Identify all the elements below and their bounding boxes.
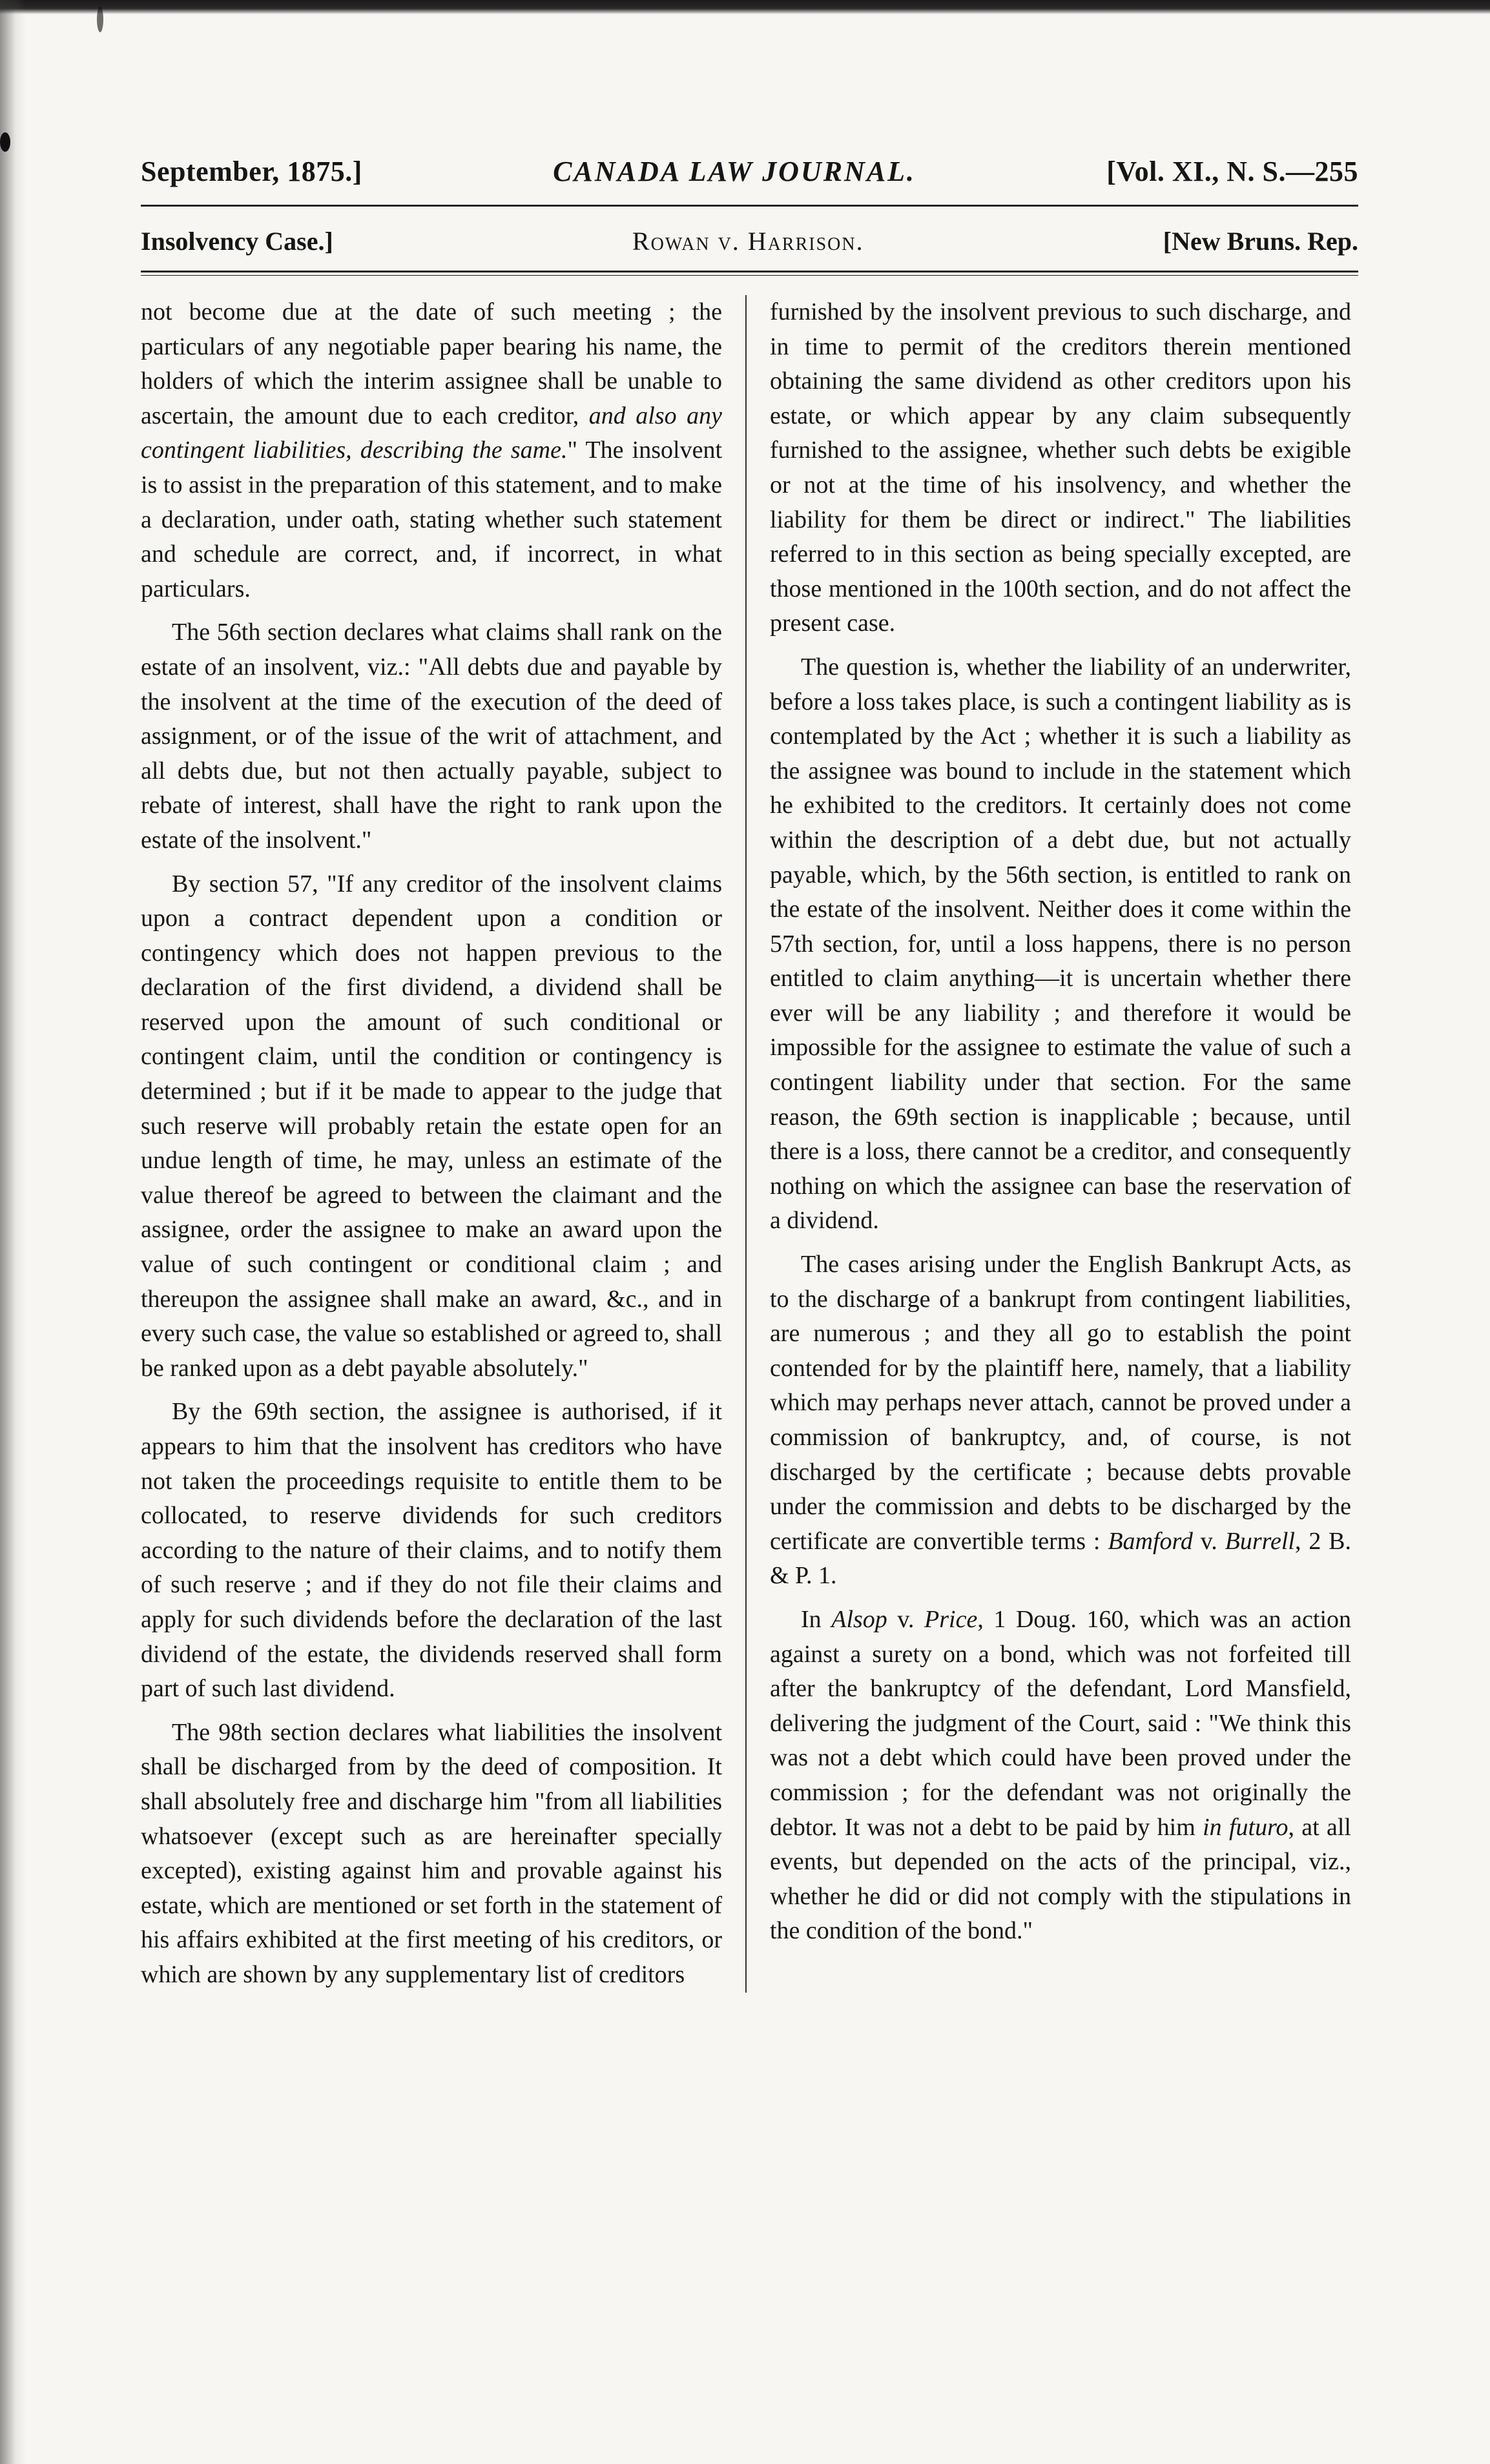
paragraph bbox=[141, 1395, 722, 1706]
italic-text: Price bbox=[924, 1605, 978, 1633]
paragraph bbox=[770, 295, 1351, 641]
paragraph bbox=[141, 295, 722, 606]
paragraph-text: The question is, whether the liability of an underwriter, before a loss takes place, is such a contingent liability as is contemplated by the Act ; whether it is such a liability as the assignee was bound to include in the statement which he exhibited to the creditors. It certainly does not come within the description of a debt due, but not actually payable, which, by the 56th section, is entitled to rank on the estate of the insolvent. Neither does it come within the 57th section, for, until a loss happens, there is no person entitled to claim anything—it is uncertain whether there ever will be any liability ; and therefore it would be impossible for the assignee to estimate the value of such a contingent liability under that section. For the same reason, the 69th section is inapplicable ; because, until there is a loss, there cannot be a creditor, and consequently nothing on which the assignee can base the reservation of a dividend. bbox=[770, 653, 1351, 1235]
case-category: Insolvency Case.] bbox=[141, 227, 333, 256]
paragraph-text: v. bbox=[887, 1605, 925, 1633]
paragraph bbox=[141, 867, 722, 1386]
italic-text: and also any contingent liabilities, describing the same. bbox=[141, 402, 722, 464]
italic-text: Alsop bbox=[831, 1605, 887, 1633]
issue-date: September, 1875.] bbox=[141, 156, 362, 187]
ink-speck bbox=[0, 132, 10, 152]
ink-speck bbox=[97, 6, 103, 32]
right-column bbox=[747, 295, 1351, 1993]
paragraph bbox=[770, 1603, 1351, 1949]
paragraph-text: The 98th section declares what liabilities the insolvent shall be discharged from by the deed of composition. It shall absolutely free and discharge him "from all liabilities whatsoever (except such as are hereinafter specially excepted), existing against him and provable against his estate, which are mentioned or set forth in the statement of his affairs exhibited at the first meeting of his creditors, or which are shown by any supplementary list of creditors bbox=[141, 1718, 722, 1988]
text-columns bbox=[141, 295, 1358, 1993]
running-header bbox=[141, 155, 1358, 188]
paragraph bbox=[770, 650, 1351, 1238]
scan-edge-left bbox=[0, 0, 26, 2464]
italic-text: Burrell bbox=[1225, 1527, 1295, 1555]
case-title: Rowan v. Harrison. bbox=[632, 227, 864, 256]
scan-edge-top bbox=[0, 0, 1490, 14]
paragraph-text: The cases arising under the English Bankrupt Acts, as to the discharge of a bankrupt from contingent liabilities, are numerous ; and they all go to establish the point contended for by the plaintiff here, namely, that a liability which may perhaps never attach, cannot be proved under a commission of bankruptcy, and, of course, is not discharged by the certificate ; because debts provable under the commission and debts to be discharged by the certificate are convertible terms : bbox=[770, 1251, 1351, 1555]
paragraph-text: furnished by the insolvent previous to such discharge, and in time to permit of the creditors therein mentioned obtaining the same dividend as other creditors upon his estate, or which appear by any claim subsequently furnished to the assignee, whether such debts be exigible or not at the time of his insolvency, and whether the liability for them be direct or indirect." The liabilities referred to in this section as being specially excepted, are those mentioned in the 100th section, and do not affect the present case. bbox=[770, 298, 1351, 637]
italic-text: in futuro bbox=[1203, 1813, 1288, 1841]
header-rule bbox=[141, 205, 1358, 207]
paragraph-text: By the 69th section, the assignee is authorised, if it appears to him that the insolvent has creditors who have not taken the proceedings requisite to entitle them to be collocated, to reserve dividends for such creditors according to the nature of their claims, and to notify them of such reserve ; and if they do not file their claims and apply for such dividends before the declaration of the last dividend of the estate, the dividends reserved shall form part of such last dividend. bbox=[141, 1398, 722, 1703]
journal-page bbox=[141, 155, 1358, 1993]
paragraph bbox=[141, 615, 722, 857]
paragraph-text: " The insolvent is to assist in the preparation of this statement, and to make a declaration, under oath, stating whether such statement and schedule are correct, and, if incorrect, in what particulars. bbox=[141, 436, 722, 602]
paragraph-text: , at all events, but depended on the acts of the principal, viz., whether he did or did not comply with the stipulations in the condition of the bond." bbox=[770, 1813, 1351, 1945]
paragraph bbox=[141, 1716, 722, 1993]
volume-page: [Vol. XI., N. S.—255 bbox=[1106, 156, 1358, 187]
journal-title: CANADA LAW JOURNAL. bbox=[553, 156, 916, 187]
paragraph-text: By section 57, "If any creditor of the insolvent claims upon a contract dependent upon a condition or contingency which does not happen previous to the declaration of the first dividend, a dividend shall be reserved upon the amount of such conditional or contingent claim, until the condition or contingency is determined ; but if it be made to appear to the judge that such reserve will probably retain the estate open for an undue length of time, he may, unless an estimate of the value thereof be agreed to between the claimant and the assignee, order the assignee to make an award upon the value of such contingent or conditional claim ; and thereupon the assignee shall make an award, &c., and in every such case, the value so established or agreed to, shall be ranked upon as a debt payable absolutely." bbox=[141, 870, 722, 1382]
italic-text: Bamford bbox=[1108, 1527, 1193, 1555]
paragraph-text: not become due at the date of such meeting ; the particulars of any negotiable paper bearing his name, the holders of which the interim assignee shall be unable to ascertain, the amount due to each creditor, bbox=[141, 298, 722, 429]
paragraph-text: , 2 B. & P. 1. bbox=[770, 1527, 1351, 1590]
case-header bbox=[141, 226, 1358, 256]
paragraph-text: In bbox=[801, 1605, 832, 1633]
paragraph-text: , 1 Doug. 160, which was an action against a surety on a bond, which was not forfeited till after the bankruptcy of the defendant, Lord Mansfield, delivering the judgment of the Court, said : "We think this was not a debt which could have been proved under the commission ; for the defendant was not originally the debtor. It was not a debt to be paid by him bbox=[770, 1605, 1352, 1841]
report-source: [New Bruns. Rep. bbox=[1163, 227, 1358, 256]
paragraph-text: v. bbox=[1192, 1527, 1225, 1555]
paragraph bbox=[770, 1247, 1351, 1594]
paragraph-text: The 56th section declares what claims shall rank on the estate of an insolvent, viz.: "All debts due and payable by the insolvent at the time of the execution of the deed of assignment, or of the issue of the writ of attachment, and all debts due, but not then actually payable, subject to rebate of interest, shall have the right to rank upon the estate of the insolvent." bbox=[141, 619, 722, 854]
left-column bbox=[141, 295, 745, 1993]
case-header-rule bbox=[141, 271, 1358, 276]
